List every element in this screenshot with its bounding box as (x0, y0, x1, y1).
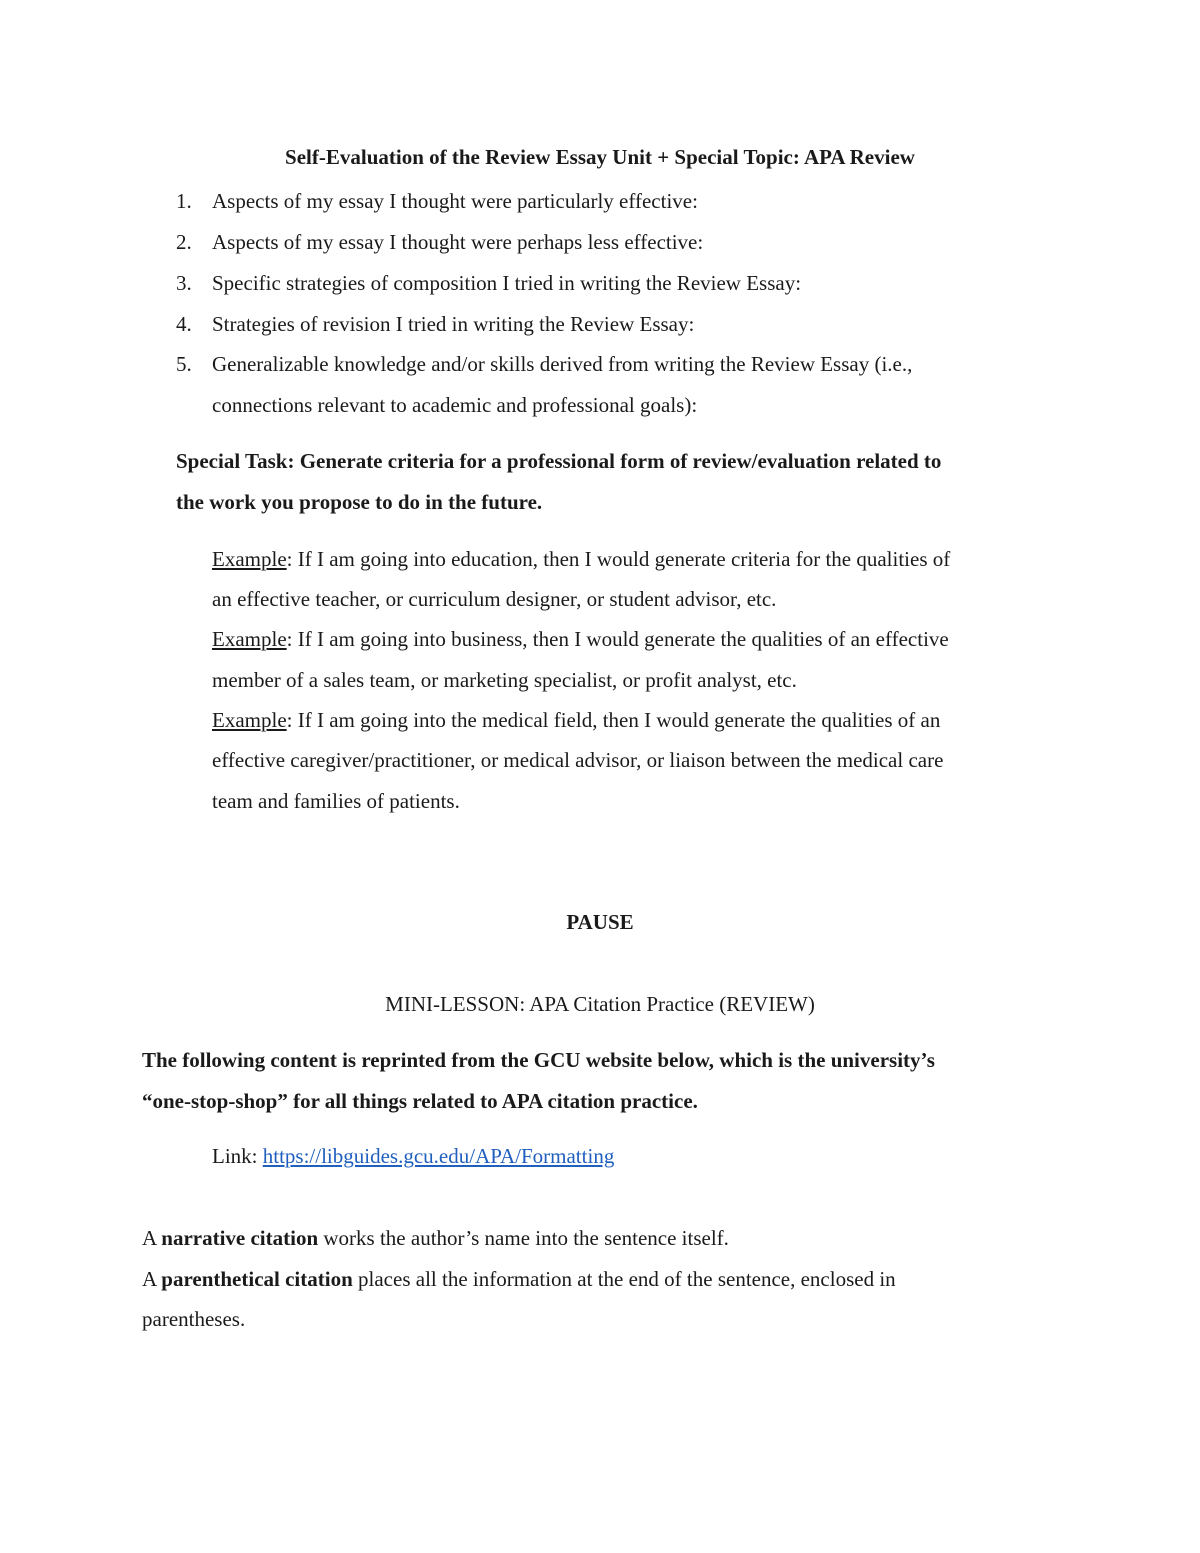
example-line (212, 706, 940, 734)
question-number: 4. (176, 312, 192, 336)
intro-line: The following content is reprinted from the GCU website below, which is the university’s (142, 1048, 935, 1072)
example-line: an effective teacher, or curriculum designer, or student advisor, etc. (212, 587, 777, 611)
gcu-apa-link[interactable]: https://libguides.gcu.edu/APA/Formatting (262, 1144, 615, 1168)
question-text: Aspects of my essay I thought were perhaps less effective: (212, 230, 704, 254)
example-line (212, 625, 949, 653)
mini-lesson-heading: MINI-LESSON: APA Citation Practice (REVIEW) (385, 992, 815, 1016)
parenthetical-prefix: A (142, 1267, 162, 1291)
parenthetical-citation-continued: parentheses. (142, 1307, 246, 1331)
example-line (212, 545, 950, 573)
narrative-text: works the author’s name into the sentence itself. (318, 1226, 729, 1250)
parenthetical-term: parenthetical citation (161, 1267, 353, 1291)
example-text: : If I am going into business, then I would generate the qualities of an effective (286, 627, 949, 651)
intro-line: “one-stop-shop” for all things related to APA citation practice. (142, 1089, 698, 1113)
question-text: Generalizable knowledge and/or skills derived from writing the Review Essay (i.e., (212, 352, 913, 376)
link-line (212, 1142, 614, 1170)
example-line: effective caregiver/practitioner, or medical advisor, or liaison between the medical care (212, 748, 944, 772)
parenthetical-citation-line (142, 1265, 896, 1293)
question-text-continued: connections relevant to academic and professional goals): (212, 393, 698, 417)
question-number: 5. (176, 352, 192, 376)
narrative-citation-line (142, 1224, 729, 1252)
question-number: 2. (176, 230, 192, 254)
question-number: 3. (176, 271, 192, 295)
parenthetical-text: places all the information at the end of the sentence, enclosed in (352, 1267, 896, 1291)
example-text: : If I am going into education, then I would generate criteria for the qualities of (286, 547, 951, 571)
example-label: Example (212, 708, 287, 732)
page-title: Self-Evaluation of the Review Essay Unit + Special Topic: APA Review (285, 145, 915, 169)
question-number: 1. (176, 189, 192, 213)
example-line: team and families of patients. (212, 789, 460, 813)
example-label: Example (212, 547, 287, 571)
narrative-prefix: A (142, 1226, 162, 1250)
question-text: Aspects of my essay I thought were particularly effective: (212, 189, 698, 213)
narrative-term: narrative citation (161, 1226, 319, 1250)
special-task-line: the work you propose to do in the future. (176, 490, 543, 514)
pause-heading: PAUSE (566, 910, 634, 934)
example-label: Example (212, 627, 287, 651)
question-text: Strategies of revision I tried in writing the Review Essay: (212, 312, 695, 336)
link-label: Link: (212, 1144, 263, 1168)
example-line: member of a sales team, or marketing specialist, or profit analyst, etc. (212, 668, 797, 692)
question-text: Specific strategies of composition I tried in writing the Review Essay: (212, 271, 802, 295)
special-task-line: Special Task: Generate criteria for a professional form of review/evaluation related to (176, 449, 942, 473)
example-text: : If I am going into the medical field, then I would generate the qualities of an (286, 708, 941, 732)
